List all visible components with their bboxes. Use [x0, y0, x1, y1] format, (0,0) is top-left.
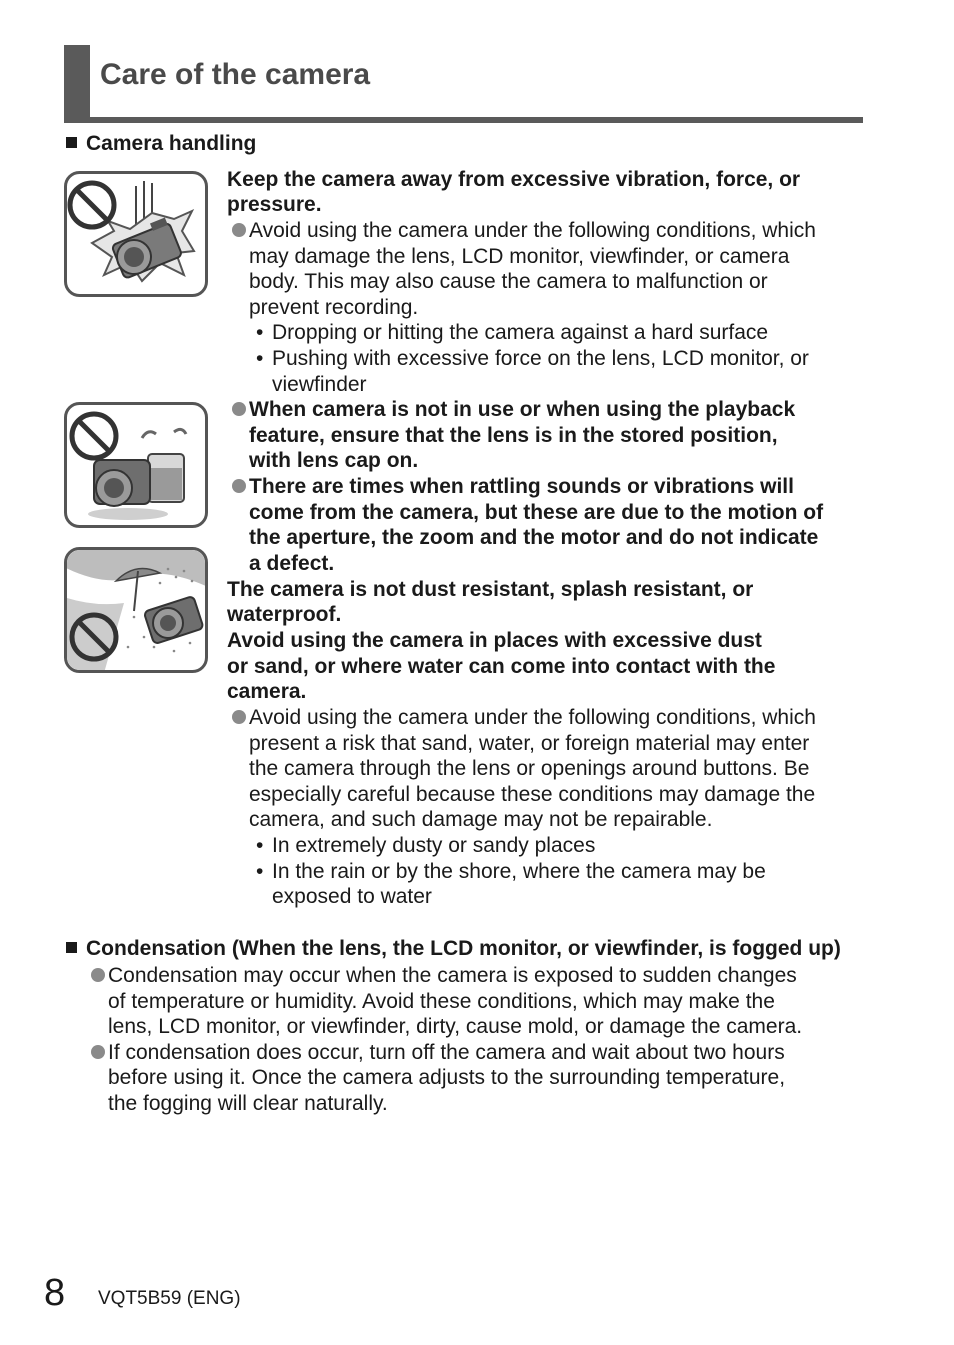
- handling-heading-line: waterproof.: [227, 603, 342, 626]
- handling-heading-line: camera.: [227, 680, 307, 703]
- paragraph-line: prevent recording.: [249, 296, 419, 319]
- round-bullet-icon: [232, 710, 246, 724]
- paragraph-line: camera, and such damage may not be repairable.: [249, 808, 713, 831]
- paragraph-line: a defect.: [249, 552, 335, 575]
- section-heading-camera-handling: [66, 132, 256, 156]
- no-liquid-spill-icon: [64, 402, 208, 528]
- sub-item-line: In extremely dusty or sandy places: [272, 834, 596, 857]
- paragraph-line: Avoid using the camera under the following conditions, which: [249, 706, 816, 729]
- paragraph-line: body. This may also cause the camera to malfunction or: [249, 270, 768, 293]
- paragraph-line: before using it. Once the camera adjusts to the surrounding temperature,: [108, 1066, 786, 1089]
- sub-item-line: Pushing with excessive force on the lens, LCD monitor, or: [272, 347, 809, 370]
- square-bullet-icon: [66, 137, 77, 148]
- paragraph-line: may damage the lens, LCD monitor, viewfinder, or camera: [249, 245, 790, 268]
- sub-item-line: exposed to water: [272, 885, 432, 908]
- round-bullet-icon: [91, 968, 105, 982]
- paragraph-line: the aperture, the zoom and the motor and do not indicate: [249, 526, 819, 549]
- model-code: VQT5B59 (ENG): [98, 1288, 241, 1309]
- paragraph-line: feature, ensure that the lens is in the stored position,: [249, 424, 778, 447]
- sub-bullet-icon: •: [256, 347, 264, 370]
- handling-heading-line: pressure.: [227, 193, 322, 216]
- paragraph-line: of temperature or humidity. Avoid these conditions, which may make the: [108, 990, 775, 1013]
- sub-bullet-icon: •: [256, 834, 264, 857]
- section-heading-text: Condensation (When the lens, the LCD monitor, or viewfinder, is fogged up): [86, 937, 841, 960]
- round-bullet-icon: [232, 479, 246, 493]
- page-number: 8: [44, 1272, 66, 1314]
- sub-item-line: Dropping or hitting the camera against a hard surface: [272, 321, 769, 344]
- no-dropping-camera-icon: [64, 171, 208, 297]
- handling-heading-line: The camera is not dust resistant, splash resistant, or: [227, 578, 754, 601]
- handling-heading-line: or sand, or where water can come into contact with the: [227, 655, 776, 678]
- section-heading-condensation: [66, 937, 841, 961]
- page-title: Care of the camera: [100, 58, 371, 91]
- paragraph-line: especially careful because these conditions may damage the: [249, 783, 816, 806]
- round-bullet-icon: [232, 223, 246, 237]
- paragraph-line: lens, LCD monitor, or viewfinder, dirty, cause mold, or damage the camera.: [108, 1015, 803, 1038]
- paragraph-line: come from the camera, but these are due to the motion of: [249, 501, 824, 524]
- round-bullet-icon: [232, 402, 246, 416]
- square-bullet-icon: [66, 942, 77, 953]
- handling-heading-line: Keep the camera away from excessive vibration, force, or: [227, 168, 801, 191]
- paragraph-line: with lens cap on.: [249, 449, 419, 472]
- paragraph-line: There are times when rattling sounds or vibrations will: [249, 475, 794, 498]
- section-heading-text: Camera handling: [86, 132, 257, 155]
- title-underline-rule: [64, 117, 863, 123]
- paragraph-line: the camera through the lens or openings around buttons. Be: [249, 757, 810, 780]
- handling-heading-line: Avoid using the camera in places with excessive dust: [227, 629, 762, 652]
- sub-item-line: In the rain or by the shore, where the camera may be: [272, 860, 766, 883]
- paragraph-line: Condensation may occur when the camera is exposed to sudden changes: [108, 964, 797, 987]
- paragraph-line: Avoid using the camera under the following conditions, which: [249, 219, 816, 242]
- sub-item-line: viewfinder: [272, 373, 367, 396]
- round-bullet-icon: [91, 1045, 105, 1059]
- sub-bullet-icon: •: [256, 321, 264, 344]
- title-accent-bar: [64, 45, 90, 121]
- paragraph-line: the fogging will clear naturally.: [108, 1092, 388, 1115]
- paragraph-line: present a risk that sand, water, or foreign material may enter: [249, 732, 810, 755]
- paragraph-line: If condensation does occur, turn off the camera and wait about two hours: [108, 1041, 785, 1064]
- sub-bullet-icon: •: [256, 860, 264, 883]
- no-sand-beach-icon: [64, 547, 208, 673]
- paragraph-line: When camera is not in use or when using the playback: [249, 398, 796, 421]
